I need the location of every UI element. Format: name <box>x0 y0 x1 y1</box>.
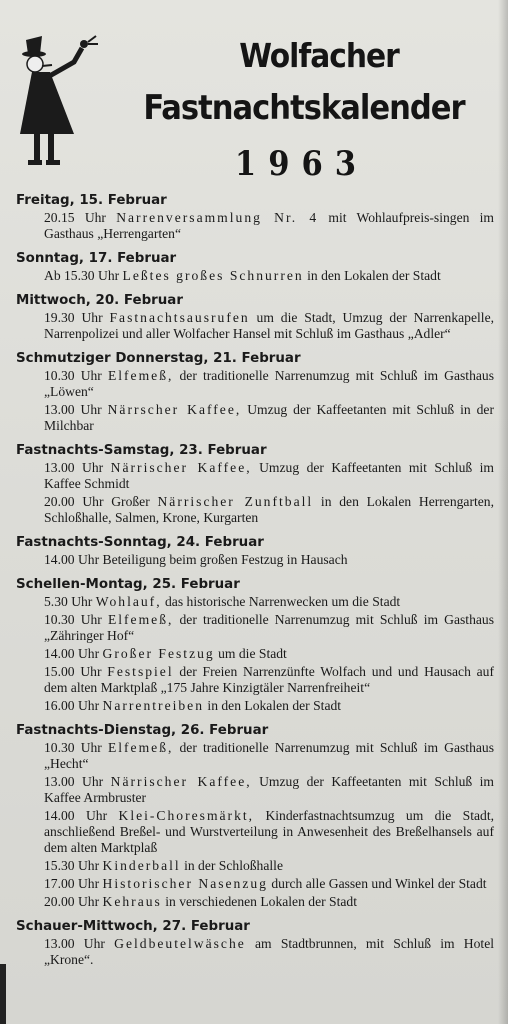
event-details: um die Stadt <box>214 646 287 661</box>
event-details: in den Lokalen Herrengarten, Schloßhalle, Salmen, Krone, Kurgarten <box>44 494 494 525</box>
event-details: in der Schloßhalle <box>180 858 283 873</box>
event-calendar <box>16 192 494 970</box>
event-details: der traditionelle Narrenumzug mit Schluß im Gasthaus „Hecht“ <box>44 740 494 771</box>
event-entry <box>44 552 494 568</box>
day-heading: Schmutziger Donnerstag, 21. Februar <box>16 351 301 366</box>
day-section <box>16 250 494 284</box>
event-name: Elfemeß, <box>107 368 174 383</box>
event-time: 5.30 Uhr <box>44 594 96 609</box>
event-time: 16.00 Uhr <box>44 698 103 713</box>
event-time: 15.30 Uhr <box>44 858 103 873</box>
event-name: Närrscher Kaffee, <box>107 402 242 417</box>
event-time: 10.30 Uhr <box>44 740 108 755</box>
event-entry <box>44 268 494 284</box>
event-entry <box>44 698 494 714</box>
event-name: Närrischer Zunftball <box>157 494 314 509</box>
day-section <box>16 918 494 968</box>
event-details: mit Wohlaufpreis-singen im Gasthaus „Herrengarten“ <box>44 210 494 241</box>
event-name: Kehraus <box>102 894 162 909</box>
event-details: der Freien Narrenzünfte Wolfach und und Hausach auf dem alten Marktplaß „175 Jahre Kinzigtäler Narrenfreiheit“ <box>44 664 494 695</box>
event-name: Närrischer Kaffee, <box>110 460 252 475</box>
event-time: 13.00 Uhr <box>44 774 111 789</box>
event-name: Fastnachtsausrufen <box>109 310 250 325</box>
event-details: in verschiedenen Lokalen der Stadt <box>161 894 357 909</box>
event-time: Ab 15.30 Uhr <box>44 268 123 283</box>
event-time: 14.00 Uhr Beteiligung beim großen Festzug in Hausach <box>44 552 348 567</box>
event-entry <box>44 646 494 662</box>
event-name: Festspiel <box>107 664 174 679</box>
day-heading: Fastnachts-Samstag, 23. Februar <box>16 443 267 458</box>
event-details: der traditionelle Narrenumzug mit Schluß im Gasthaus „Zähringer Hof“ <box>44 612 494 643</box>
event-details: in den Lokalen der Stadt <box>204 698 342 713</box>
event-entry <box>44 664 494 696</box>
event-name: Geldbeutelwäsche <box>114 936 246 951</box>
event-entry <box>44 594 494 610</box>
day-section <box>16 192 494 242</box>
day-heading: Freitag, 15. Februar <box>16 193 167 208</box>
event-time: 19.30 Uhr <box>44 310 110 325</box>
event-time: 13.00 Uhr <box>44 936 115 951</box>
day-heading: Fastnachts-Sonntag, 24. Februar <box>16 535 264 550</box>
event-time: 14.00 Uhr <box>44 808 119 823</box>
event-name: Elfemeß, <box>107 612 174 627</box>
event-time: 20.00 Uhr Großer <box>44 494 158 509</box>
title-year: 1963 <box>234 144 369 184</box>
event-entry <box>44 402 494 434</box>
event-name: Elfemeß, <box>107 740 174 755</box>
event-name: Narrentreiben <box>102 698 205 713</box>
event-time: 14.00 Uhr <box>44 646 103 661</box>
event-name: Historischer Nasenzug <box>102 876 268 891</box>
event-details: Kinderfastnachtsumzug um die Stadt, anschließend Breßel- und Wurstverteilung in Anwesenheit des Breßelhansels auf dem alten Marktplaß <box>44 808 495 855</box>
event-entry <box>44 774 494 806</box>
event-time: 20.15 Uhr <box>44 210 117 225</box>
day-heading: Schellen-Montag, 25. Februar <box>16 577 240 592</box>
event-details: der traditionelle Narrenumzug mit Schluß im Gasthaus „Löwen“ <box>44 368 494 399</box>
event-entry <box>44 612 494 644</box>
title-line-1: Wolfacher <box>239 36 399 75</box>
event-name: Narrenversammlung Nr. 4 <box>116 210 319 225</box>
event-entry <box>44 808 494 856</box>
event-entry <box>44 310 494 342</box>
event-time: 10.30 Uhr <box>44 612 108 627</box>
event-name: Kinderball <box>102 858 181 873</box>
day-section <box>16 534 494 568</box>
event-entry <box>44 858 494 874</box>
event-time: 13.00 Uhr <box>44 402 108 417</box>
day-section <box>16 292 494 342</box>
event-details: Umzug der Kaffeetanten mit Schluß im Kaffee Schmidt <box>44 460 495 491</box>
event-entry <box>44 210 494 242</box>
day-heading: Mittwoch, 20. Februar <box>16 293 183 308</box>
event-details: in den Lokalen der Stadt <box>303 268 441 283</box>
title-line-2: Fastnachtskalender <box>143 88 465 128</box>
event-details: das historische Narrenwecken um die Stadt <box>161 594 401 609</box>
event-entry <box>44 894 494 910</box>
event-details: Umzug der Kaffeetanten mit Schluß in der Milchbar <box>44 402 494 433</box>
event-name: Närrischer Kaffee, <box>110 774 252 789</box>
event-time: 20.00 Uhr <box>44 894 103 909</box>
event-details: Umzug der Kaffeetanten mit Schluß im Kaffee Armbruster <box>44 774 495 805</box>
day-section <box>16 350 494 434</box>
event-details: um die Stadt, Umzug der Narrenkapelle, Narrenpolizei und aller Wolfacher Hansel mit Schluß im Gasthaus „Adler“ <box>44 310 495 341</box>
event-time: 17.00 Uhr <box>44 876 103 891</box>
event-entry <box>44 876 494 892</box>
event-time: 13.00 Uhr <box>44 460 111 475</box>
event-time: 15.00 Uhr <box>44 664 108 679</box>
event-entry <box>44 494 494 526</box>
event-name: Wohlauf, <box>95 594 162 609</box>
event-entry <box>44 740 494 772</box>
day-heading: Schauer-Mittwoch, 27. Februar <box>16 919 250 934</box>
event-time: 10.30 Uhr <box>44 368 108 383</box>
event-name: Großer Festzug <box>102 646 215 661</box>
day-section <box>16 442 494 526</box>
day-heading: Sonntag, 17. Februar <box>16 251 177 266</box>
event-details: durch alle Gassen und Winkel der Stadt <box>267 876 487 891</box>
page-edge-dark <box>0 964 6 1024</box>
day-heading: Fastnachts-Dienstag, 26. Februar <box>16 723 269 738</box>
event-details: am Stadtbrunnen, mit Schluß im Hotel „Krone“. <box>44 936 495 967</box>
event-entry <box>44 460 494 492</box>
event-name: Klei-Choresmärkt, <box>118 808 255 823</box>
day-section <box>16 722 494 910</box>
calendar-header <box>0 0 508 188</box>
event-entry <box>44 368 494 400</box>
event-name: Leßtes großes Schnurren <box>122 268 304 283</box>
day-section <box>16 576 494 714</box>
event-entry <box>44 936 494 968</box>
